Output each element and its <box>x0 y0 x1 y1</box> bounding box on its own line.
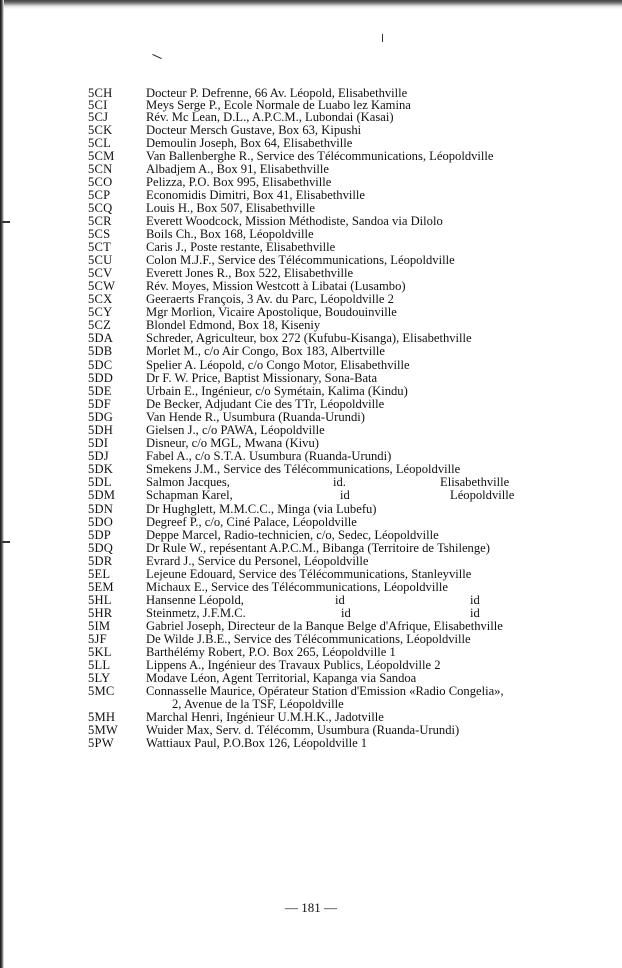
entry-text: Spelier A. Léopold, c/o Congo Motor, Elisabethville <box>146 358 410 372</box>
call-sign: 5EM <box>88 580 114 594</box>
list-item <box>0 436 622 450</box>
entry-text: Dr F. W. Price, Baptist Missionary, Sona-Bata <box>146 371 378 385</box>
call-sign: 5DK <box>88 462 114 476</box>
call-sign: 5DG <box>88 410 114 424</box>
call-sign: 5MH <box>88 710 116 724</box>
call-sign: 5CM <box>88 149 115 163</box>
ditto-location: Elisabethville <box>440 475 510 489</box>
list-item <box>0 371 622 385</box>
call-sign: 5CH <box>88 86 113 100</box>
call-sign: 5CY <box>88 305 113 319</box>
entry-text: Meys Serge P., Ecole Normale de Luabo lez Kamina <box>146 98 411 112</box>
list-item-continuation <box>0 697 622 711</box>
list-item <box>0 606 622 620</box>
page-number: — 181 — <box>285 900 337 915</box>
entry-text: Degreef P., c/o, Ciné Palace, Léopoldville <box>146 515 357 529</box>
call-sign: 5CI <box>88 98 108 112</box>
list-item <box>0 162 622 176</box>
list-item <box>0 632 622 646</box>
entry-text: Van Ballenberghe R., Service des Télécommunications, Léopoldville <box>146 149 494 163</box>
call-sign: 5CO <box>88 175 113 189</box>
ditto-mark: id <box>340 488 350 502</box>
entry-text: Lippens A., Ingénieur des Travaux Publics, Léopoldville 2 <box>146 658 441 672</box>
entry-text: Pelizza, P.O. Box 995, Elisabethville <box>146 175 332 189</box>
entry-text: Salmon Jacques, <box>146 475 230 489</box>
ditto-mark: id. <box>333 475 346 489</box>
list-item <box>0 201 622 215</box>
list-item <box>0 541 622 555</box>
call-sign: 5LL <box>88 658 111 672</box>
entry-text: Louis H., Box 507, Elisabethville <box>146 201 315 215</box>
call-sign: 5CP <box>88 188 111 202</box>
list-item <box>0 266 622 280</box>
entry-text: Morlet M., c/o Air Congo, Box 183, Albertville <box>146 344 385 358</box>
entry-text: Rév. Mc Lean, D.L., A.P.C.M., Lubondai (Kasai) <box>146 110 394 124</box>
list-item <box>0 567 622 581</box>
call-sign: 5DR <box>88 554 113 568</box>
list-item <box>0 136 622 150</box>
entry-continuation-text: 2, Avenue de la TSF, Léopoldville <box>172 697 344 711</box>
entry-text: Urbain E., Ingénieur, c/o Symétain, Kalima (Kindu) <box>146 384 408 398</box>
call-sign: 5CR <box>88 214 112 228</box>
entry-text: Connasselle Maurice, Opérateur Station d'Emission «Radio Congelia», <box>146 684 504 698</box>
scan-edge-top <box>0 0 622 9</box>
entry-text: Gielsen J., c/o PAWA, Léopoldville <box>146 423 325 437</box>
call-sign: 5DE <box>88 384 112 398</box>
list-item <box>0 279 622 293</box>
entry-text: Fabel A., c/o S.T.A. Usumbura (Ruanda-Urundi) <box>146 449 392 463</box>
list-item <box>0 736 622 750</box>
entry-text: Rév. Moyes, Mission Westcott à Libatai (Lusambo) <box>146 279 406 293</box>
entry-text: Everett Woodcock, Mission Méthodiste, Sandoa via Dilolo <box>146 214 443 228</box>
list-item <box>0 488 622 502</box>
entry-text: Schapman Karel, <box>146 488 233 502</box>
call-sign: 5CV <box>88 266 113 280</box>
list-item <box>0 175 622 189</box>
entry-text: Mgr Morlion, Vicaire Apostolique, Boudouinville <box>146 305 397 319</box>
entry-text: Evrard J., Service du Personel, Léopoldville <box>146 554 369 568</box>
entry-text: Economidis Dimitri, Box 41, Elisabethville <box>146 188 365 202</box>
call-sign: 5DJ <box>88 449 109 463</box>
list-item <box>0 593 622 607</box>
entry-text: Everett Jones R., Box 522, Elisabethville <box>146 266 354 280</box>
entry-text: Steinmetz, J.F.M.C. <box>146 606 246 620</box>
call-sign: 5CW <box>88 279 116 293</box>
call-sign: 5HR <box>88 606 113 620</box>
call-sign: 5DB <box>88 344 113 358</box>
list-item <box>0 502 622 516</box>
list-item <box>0 331 622 345</box>
ditto-location: id <box>470 593 480 607</box>
entry-text: Wattiaux Paul, P.O.Box 126, Léopoldville 1 <box>146 736 368 750</box>
call-sign: 5HL <box>88 593 112 607</box>
entry-text: Dr Hughglett, M.M.C.C., Minga (via Lubefu) <box>146 502 377 516</box>
call-sign: 5MC <box>88 684 115 698</box>
entry-text: Hansenne Léopold, <box>146 593 244 607</box>
call-sign: 5DF <box>88 397 111 411</box>
list-item <box>0 318 622 332</box>
call-sign: 5PW <box>88 736 114 750</box>
entry-text: Wuider Max, Serv. d. Télécomm, Usumbura (Ruanda-Urundi) <box>146 723 460 737</box>
list-item <box>0 619 622 633</box>
entry-text: De Wilde J.B.E., Service des Télécommunications, Léopoldville <box>146 632 471 646</box>
call-sign: 5EL <box>88 567 111 581</box>
entry-text: Dr Rule W., repésentant A.P.C.M., Bibanga (Territoire de Tshilenge) <box>146 541 490 555</box>
entry-text: Deppe Marcel, Radio-technicien, c/o, Sedec, Léopoldville <box>146 528 439 542</box>
entry-text: Blondel Edmond, Box 18, Kiseniy <box>146 318 321 332</box>
list-item <box>0 658 622 672</box>
list-item <box>0 723 622 737</box>
list-item <box>0 410 622 424</box>
list-item <box>0 710 622 724</box>
call-sign: 5DD <box>88 371 114 385</box>
list-item <box>0 358 622 372</box>
ditto-location: Léopoldville <box>450 488 515 502</box>
entry-text: Modave Léon, Agent Territorial, Kapanga via Sandoa <box>146 671 417 685</box>
entry-text: Docteur P. Defrenne, 66 Av. Léopold, Elisabethville <box>146 86 408 100</box>
list-item <box>0 188 622 202</box>
list-item <box>0 671 622 685</box>
call-sign: 5CL <box>88 136 111 150</box>
entry-text: Michaux E., Service des Télécommunications, Léopoldville <box>146 580 448 594</box>
list-item <box>0 110 622 124</box>
call-sign: 5CX <box>88 292 113 306</box>
list-item <box>0 449 622 463</box>
entry-text: Colon M.J.F., Service des Télécommunications, Léopoldville <box>146 253 455 267</box>
call-sign: 5DM <box>88 488 116 502</box>
list-item <box>0 515 622 529</box>
call-sign: 5CQ <box>88 201 113 215</box>
list-item <box>0 305 622 319</box>
call-sign: 5CJ <box>88 110 109 124</box>
ditto-location: id <box>470 606 480 620</box>
call-sign: 5IM <box>88 619 111 633</box>
list-item <box>0 292 622 306</box>
list-item <box>0 423 622 437</box>
entry-text: Barthélémy Robert, P.O. Box 265, Léopoldville 1 <box>146 645 396 659</box>
list-item <box>0 397 622 411</box>
list-item <box>0 344 622 358</box>
call-sign: 5DN <box>88 502 114 516</box>
list-item <box>0 240 622 254</box>
ditto-mark: id <box>341 606 351 620</box>
call-sign: 5CN <box>88 162 113 176</box>
entry-text: Van Hende R., Usumbura (Ruanda-Urundi) <box>146 410 365 424</box>
entry-text: Caris J., Poste restante, Elisabethville <box>146 240 336 254</box>
call-sign: 5CK <box>88 123 113 137</box>
call-sign: 5DH <box>88 423 114 437</box>
call-sign: 5DQ <box>88 541 114 555</box>
list-item <box>0 580 622 594</box>
list-item <box>0 253 622 267</box>
call-sign: 5JF <box>88 632 107 646</box>
scan-speck <box>382 34 383 42</box>
call-sign: 5CS <box>88 227 111 241</box>
scan-speck <box>152 54 161 59</box>
list-item <box>0 684 622 698</box>
entry-text: Disneur, c/o MGL, Mwana (Kivu) <box>146 436 319 450</box>
call-sign: 5DP <box>88 528 111 542</box>
call-sign: 5CU <box>88 253 113 267</box>
call-sign: 5MW <box>88 723 118 737</box>
entry-text: Gabriel Joseph, Directeur de la Banque Belge d'Afrique, Elisabethville <box>146 619 503 633</box>
list-item <box>0 227 622 241</box>
entry-text: Boils Ch., Box 168, Léopoldville <box>146 227 314 241</box>
call-sign: 5DI <box>88 436 109 450</box>
entry-text: Geeraerts François, 3 Av. du Parc, Léopoldville 2 <box>146 292 394 306</box>
list-item <box>0 123 622 137</box>
entry-text: Lejeune Edouard, Service des Télécommunications, Stanleyville <box>146 567 472 581</box>
call-sign: 5LY <box>88 671 111 685</box>
entry-text: Albadjem A., Box 91, Elisabethville <box>146 162 329 176</box>
list-item <box>0 214 622 228</box>
entry-text: Docteur Mersch Gustave, Box 63, Kipushi <box>146 123 362 137</box>
ditto-mark: id <box>335 593 345 607</box>
list-item <box>0 645 622 659</box>
call-sign: 5DL <box>88 475 112 489</box>
list-item <box>0 384 622 398</box>
entry-text: Schreder, Agriculteur, box 272 (Kufubu-Kisanga), Elisabethville <box>146 331 472 345</box>
entry-text: Smekens J.M., Service des Télécommunications, Léopoldville <box>146 462 461 476</box>
entry-text: Marchal Henri, Ingénieur U.M.H.K., Jadotville <box>146 710 384 724</box>
list-item <box>0 462 622 476</box>
call-sign: 5DA <box>88 331 114 345</box>
call-sign: 5KL <box>88 645 112 659</box>
call-sign: 5CT <box>88 240 111 254</box>
list-item <box>0 554 622 568</box>
call-sign: 5CZ <box>88 318 111 332</box>
entry-text: Demoulin Joseph, Box 64, Elisabethville <box>146 136 353 150</box>
list-item <box>0 528 622 542</box>
call-sign: 5DO <box>88 515 114 529</box>
call-sign: 5DC <box>88 358 113 372</box>
list-item <box>0 475 622 489</box>
list-item <box>0 149 622 163</box>
entry-text: De Becker, Adjudant Cie des TTr, Léopoldville <box>146 397 385 411</box>
